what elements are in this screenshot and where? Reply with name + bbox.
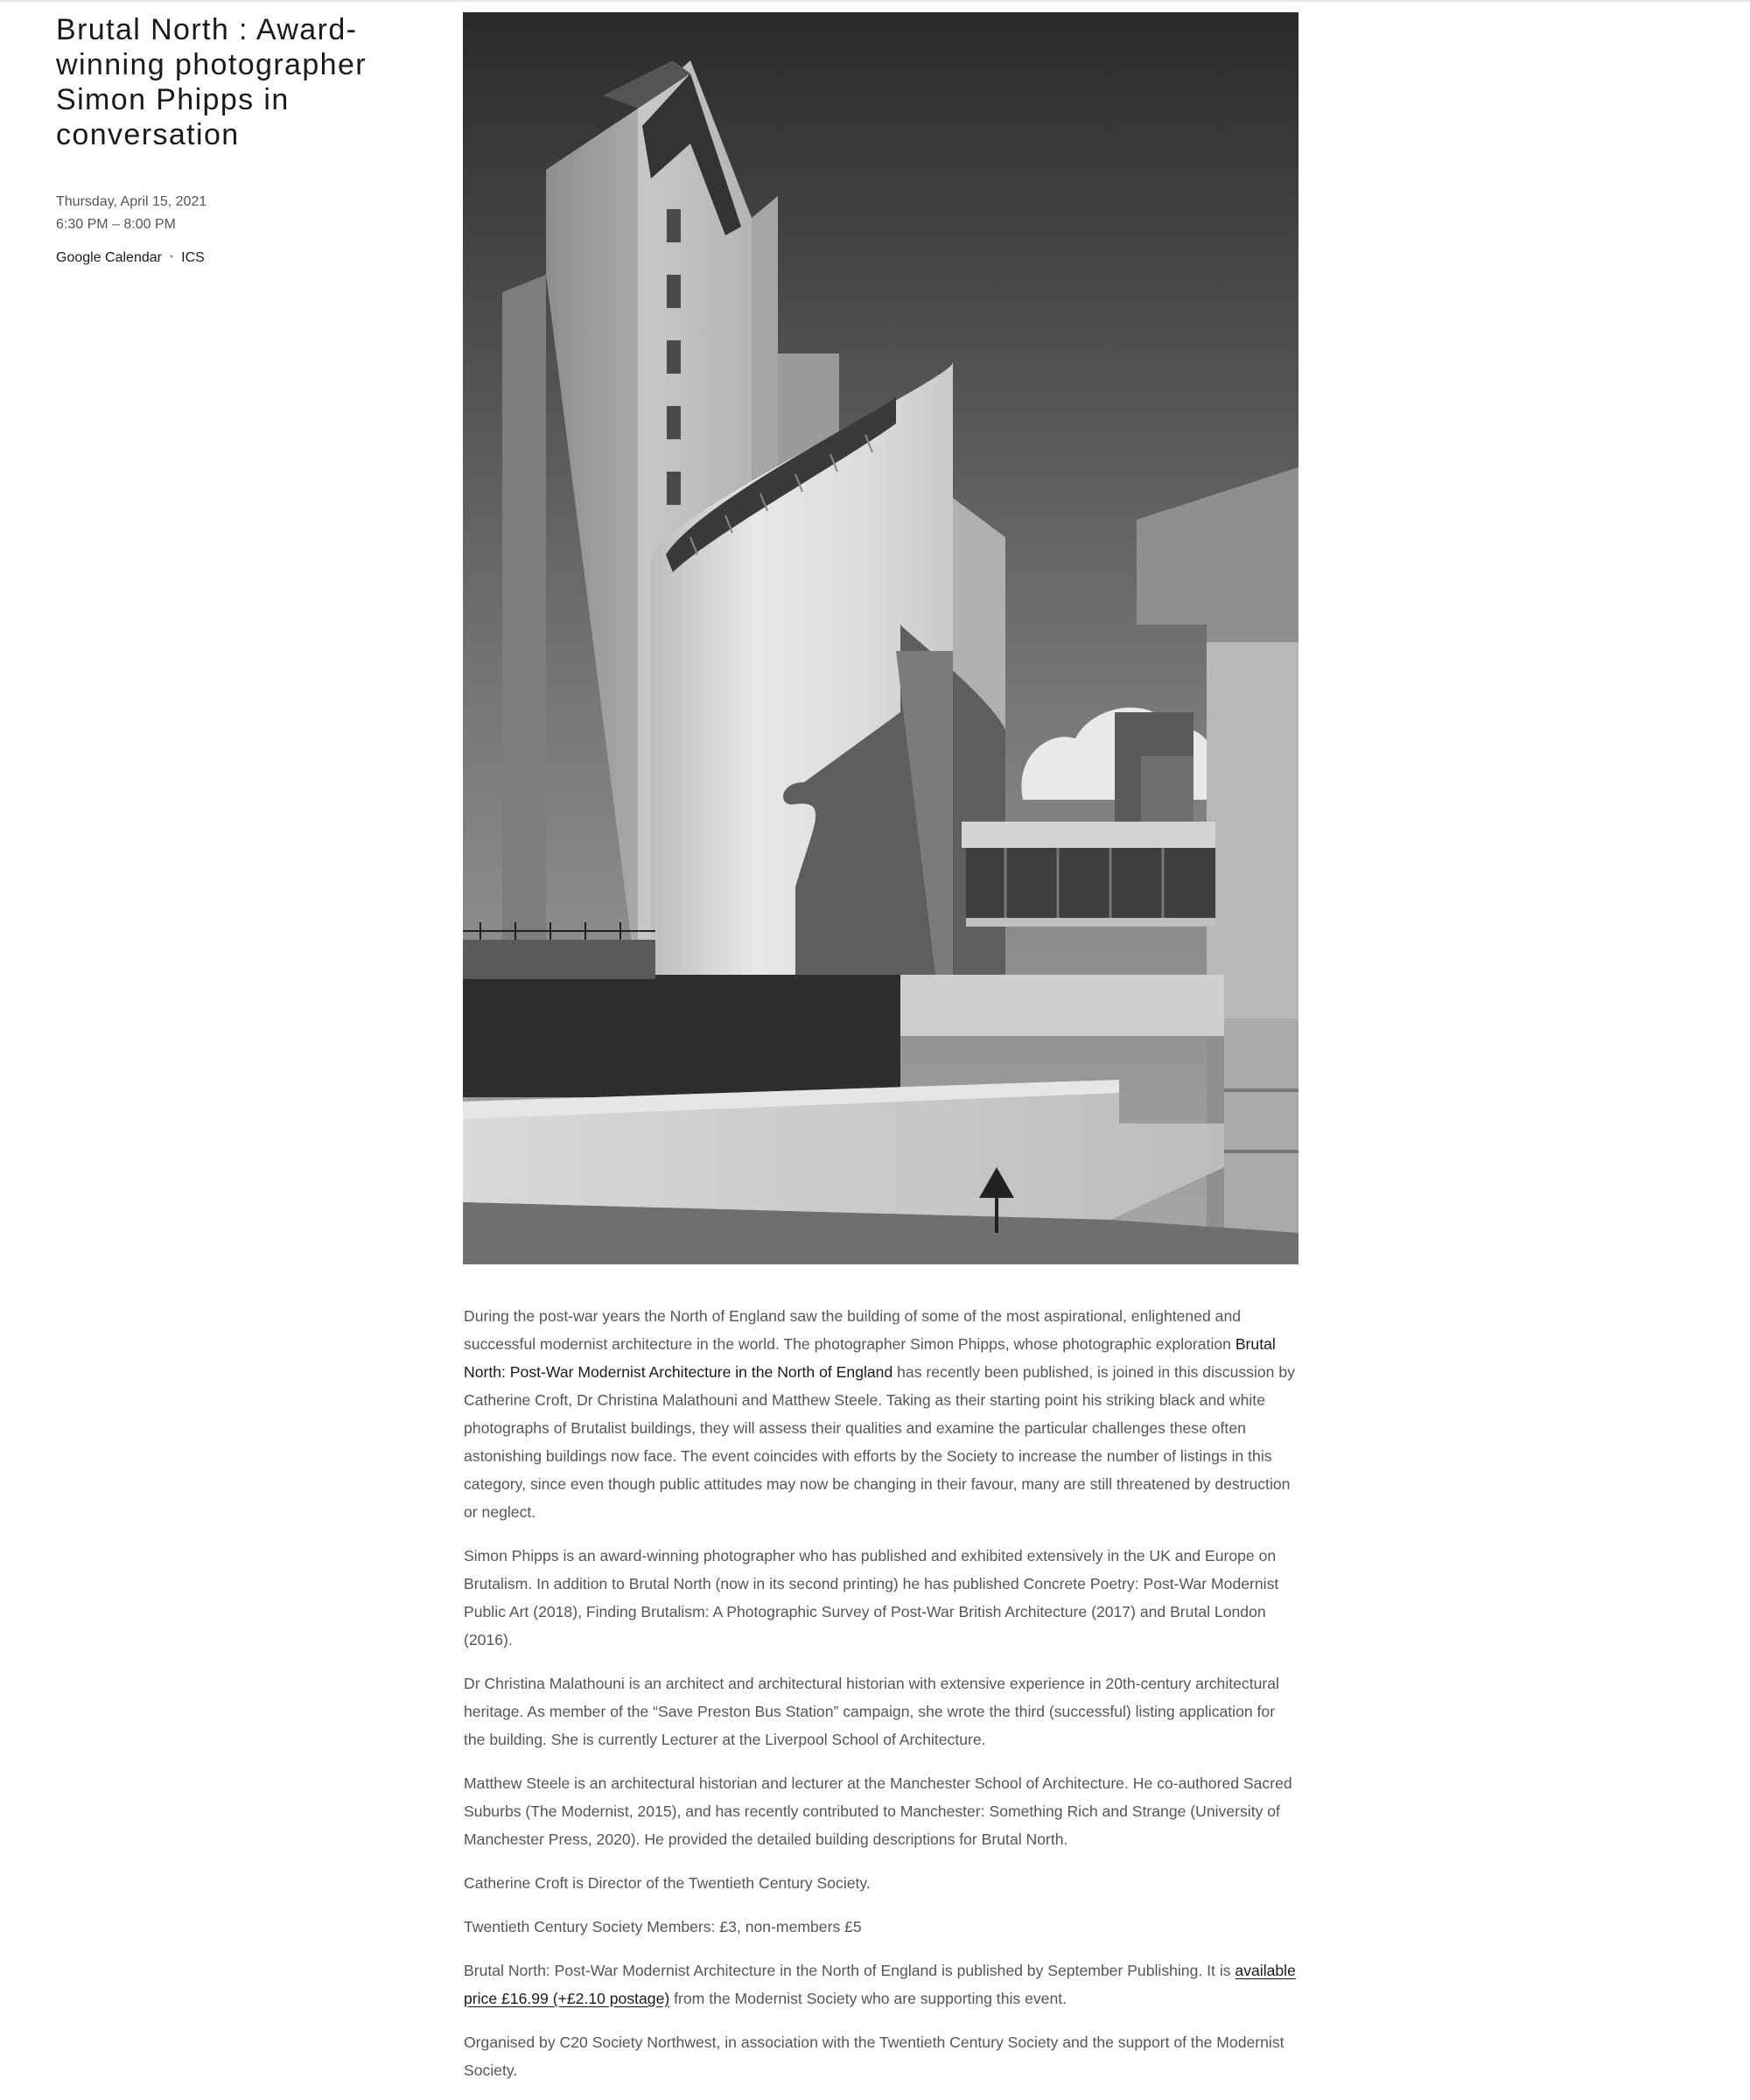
intro-paragraph (464, 1302, 1300, 1526)
event-datetime (56, 191, 406, 236)
book-price-link[interactable]: available price £16.99 (+£2.10 postage) (464, 1962, 1296, 2007)
intro-text-start: During the post-war years the North of England saw the building of some of the most aspirational, enlightened and successful modernist architecture in the world. The photographer Simon Phipps, whose photographic exploration (464, 1307, 1242, 1353)
organiser-note: Organised by C20 Society Northwest, in association with the Twentieth Century Society and the support of the Modernist Society. (464, 2034, 1284, 2079)
brutal-north-book-link[interactable]: Brutal North: Post-War Modernist Architecture in the North of England (464, 1335, 1276, 1381)
event-date: Thursday, April 15, 2021 (56, 194, 207, 209)
intro-text-end: has recently been published, is joined in this discussion by Catherine Croft, Dr Christina Malathouni and Matthew Steele. Taking as their starting point his striking black and white photographs of Brutalist buildings, they will assess their qualities and examine the particular challenges these often astonishing buildings now face. The event coincides with efforts by the Society to increase the number of listings in this category, since even though public attitudes may now be changing in their favour, many are still threatened by destruction or neglect. (464, 1363, 1295, 1521)
event-meta (56, 12, 406, 266)
calendar-links (56, 250, 406, 266)
event-description (464, 1302, 1300, 2100)
simon-phipps-bio: Simon Phipps is an award-winning photographer who has published and exhibited extensively in the UK and Europe on Brutalism. In addition to Brutal North (now in its second printing) he has published Concrete Poetry: Post-War Modernist Public Art (2018), Finding Brutalism: A Photographic Survey of Post-War British Architecture (2017) and Brutal London (2016). (464, 1547, 1279, 1648)
book-availability (464, 1956, 1300, 2012)
google-calendar-link[interactable]: Google Calendar (56, 250, 162, 265)
event-title: Brutal North : Award-winning photographer Simon Phipps in conversation (56, 13, 368, 151)
event-photo (463, 12, 1298, 1264)
top-divider (0, 0, 1750, 2)
ticket-prices: Twentieth Century Society Members: £3, non-members £5 (464, 1918, 862, 1936)
matthew-steele-bio: Matthew Steele is an architectural historian and lecturer at the Manchester School of Architecture. He co-authored Sacred Suburbs (The Modernist, 2015), and has recently contributed to Manchester: Something Rich and Strange (University of Manchester Press, 2020). He provided the detailed building descriptions for Brutal North. (464, 1774, 1292, 1848)
separator-dot: • (169, 250, 174, 262)
book-text-start: Brutal North: Post-War Modernist Architecture in the North of England is published by September Publishing. It is (464, 1962, 1236, 1979)
event-time: 6:30 PM – 8:00 PM (56, 217, 176, 232)
catherine-croft-bio: Catherine Croft is Director of the Twentieth Century Society. (464, 1874, 871, 1892)
christina-malathouni-bio: Dr Christina Malathouni is an architect and architectural historian with extensive experience in 20th-century architectural heritage. As member of the “Save Preston Bus Station” campaign, she wrote the third (successful) listing application for the building. She is currently Lecturer at the Liverpool School of Architecture. (464, 1675, 1279, 1748)
book-text-end: from the Modernist Society who are supporting this event. (669, 1990, 1068, 2007)
ics-link[interactable]: ICS (181, 250, 205, 265)
